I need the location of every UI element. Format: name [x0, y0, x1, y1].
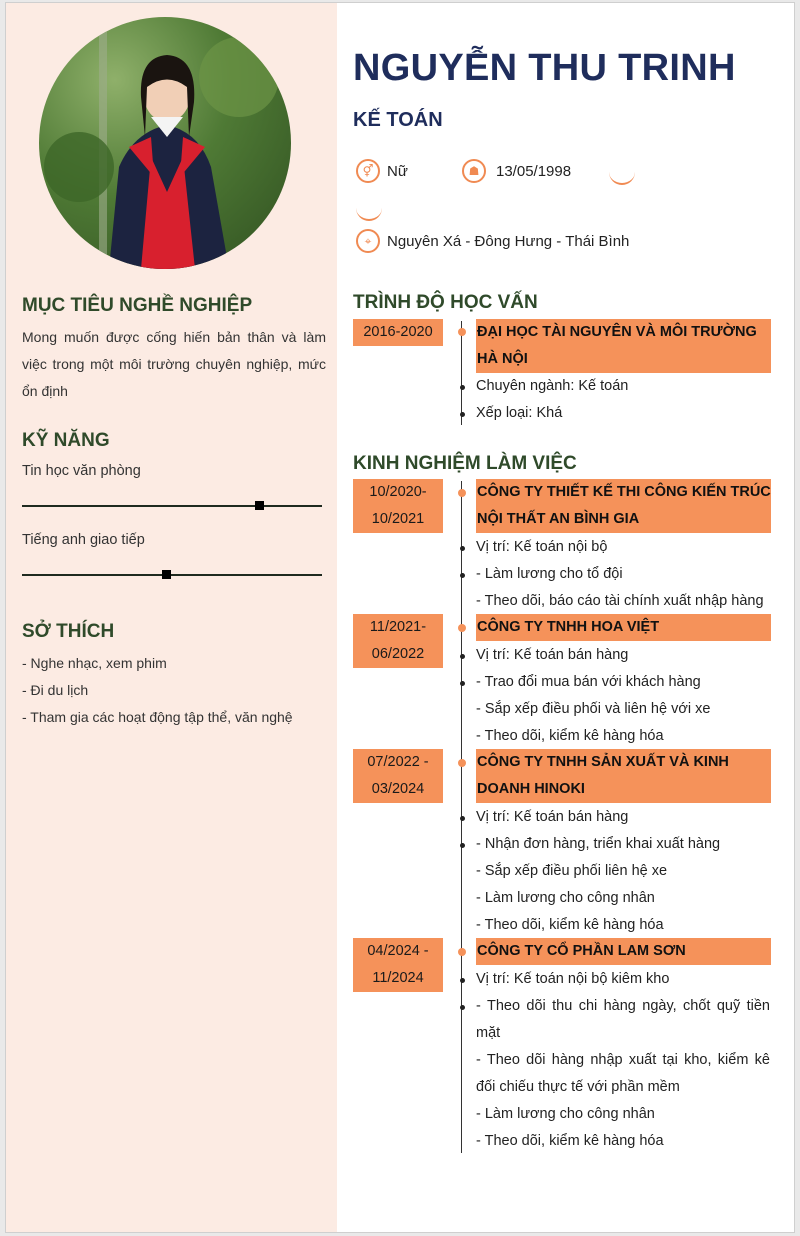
job-date: 10/2020-10/2021 [353, 479, 443, 533]
bullet-dot [460, 654, 465, 659]
job-detail: - Theo dõi, kiểm kê hàng hóa [476, 1133, 664, 1149]
skills-heading: KỸ NĂNG [22, 430, 110, 451]
bullet-dot [460, 573, 465, 578]
timeline-dot [458, 489, 466, 497]
cv-page [5, 2, 795, 1233]
job-detail: - Theo dõi, kiểm kê hàng hóa [476, 917, 664, 933]
timeline-dot [458, 948, 466, 956]
birthday-value: 13/05/1998 [496, 163, 572, 180]
experience-heading: KINH NGHIỆM LÀM VIỆC [353, 453, 577, 474]
hobby-item: - Tham gia các hoạt động tập thể, văn nghệ [22, 709, 293, 725]
education-school: ĐẠI HỌC TÀI NGUYÊN VÀ MÔI TRƯỜNG HÀ NỘI [476, 319, 771, 373]
job-date: 04/2024 - 11/2024 [353, 938, 443, 992]
bullet-dot [460, 546, 465, 551]
job-detail: Vị trí: Kế toán bán hàng [476, 647, 629, 663]
objective-heading: MỤC TIÊU NGHỀ NGHIỆP [22, 295, 253, 316]
job-detail: - Theo dõi, báo cáo tài chính xuất nhập hàng [476, 593, 764, 609]
portrait-graduate-icon [39, 17, 291, 269]
education-date: 2016-2020 [353, 319, 443, 346]
timeline-dot [458, 624, 466, 632]
job-date: 07/2022 - 03/2024 [353, 749, 443, 803]
job-company: CÔNG TY CỔ PHẦN LAM SƠN [476, 938, 771, 965]
skill-bar [22, 574, 322, 576]
job-detail: - Làm lương cho tổ đội [476, 566, 623, 582]
education-heading: TRÌNH ĐỘ HỌC VẤN [353, 292, 538, 313]
job-detail: - Nhận đơn hàng, triển khai xuất hàng [476, 836, 721, 852]
job-detail: - Làm lương cho công nhân [476, 890, 655, 906]
timeline-dot [458, 328, 466, 336]
skill-level-marker [255, 501, 264, 510]
job-detail: - Theo dõi thu chi hàng ngày, chốt quỹ tiền mặt [476, 998, 770, 1041]
job-detail: Vị trí: Kế toán nội bộ [476, 539, 608, 555]
education-detail: Xếp loại: Khá [476, 405, 563, 421]
email-icon [356, 195, 382, 221]
hobbies-heading: SỞ THÍCH [22, 621, 115, 642]
skill-bar [22, 505, 322, 507]
job-detail: - Theo dõi hàng nhập xuất tại kho, kiểm kê đối chiếu thực tế với phần mềm [476, 1052, 770, 1095]
bullet-dot [460, 681, 465, 686]
job-detail: - Theo dõi, kiểm kê hàng hóa [476, 728, 664, 744]
job-company: CÔNG TY TNHH SẢN XUẤT VÀ KINH DOANH HINOKI [476, 749, 771, 803]
timeline-dot [458, 759, 466, 767]
objective-text: Mong muốn được cống hiến bản thân và làm việc trong một môi trường chuyên nghiệp, mức ổn định [22, 329, 326, 399]
avatar [39, 17, 291, 269]
job-detail: - Sắp xếp điều phối và liên hệ với xe [476, 701, 711, 717]
location-map-icon: ⌖ [356, 229, 380, 253]
hobby-item: - Đi du lịch [22, 682, 89, 698]
education-timeline [461, 321, 462, 425]
education-detail: Chuyên ngành: Kế toán [476, 378, 629, 394]
bullet-dot [460, 843, 465, 848]
address-value: Nguyên Xá - Đông Hưng - Thái Bình [387, 233, 630, 250]
skill-level-marker [162, 570, 171, 579]
job-detail: - Sắp xếp điều phối liên hệ xe [476, 863, 668, 879]
bullet-dot [460, 978, 465, 983]
candidate-name: NGUYỄN THU TRINH [353, 47, 736, 89]
job-title: KẾ TOÁN [353, 109, 443, 131]
skill-label: Tin học văn phòng [22, 463, 141, 479]
skill-label: Tiếng anh giao tiếp [22, 532, 145, 548]
birthday-cake-icon: ☗ [462, 159, 486, 183]
bullet-dot [460, 412, 465, 417]
job-detail: Vị trí: Kế toán nội bộ kiêm kho [476, 971, 670, 987]
job-date: 11/2021-06/2022 [353, 614, 443, 668]
job-detail: Vị trí: Kế toán bán hàng [476, 809, 629, 825]
bullet-dot [460, 385, 465, 390]
gender-icon: ⚥ [356, 159, 380, 183]
job-detail: - Trao đổi mua bán với khách hàng [476, 674, 701, 690]
phone-icon [609, 159, 635, 185]
gender-value: Nữ [387, 163, 408, 180]
sidebar [6, 3, 337, 1232]
job-detail: - Làm lương cho công nhân [476, 1106, 655, 1122]
hobby-item: - Nghe nhạc, xem phim [22, 655, 167, 671]
bullet-dot [460, 1005, 465, 1010]
job-company: CÔNG TY THIẾT KẾ THI CÔNG KIẾN TRÚC NỘI THẤT AN BÌNH GIA [476, 479, 771, 533]
bullet-dot [460, 816, 465, 821]
job-company: CÔNG TY TNHH HOA VIỆT [476, 614, 771, 641]
